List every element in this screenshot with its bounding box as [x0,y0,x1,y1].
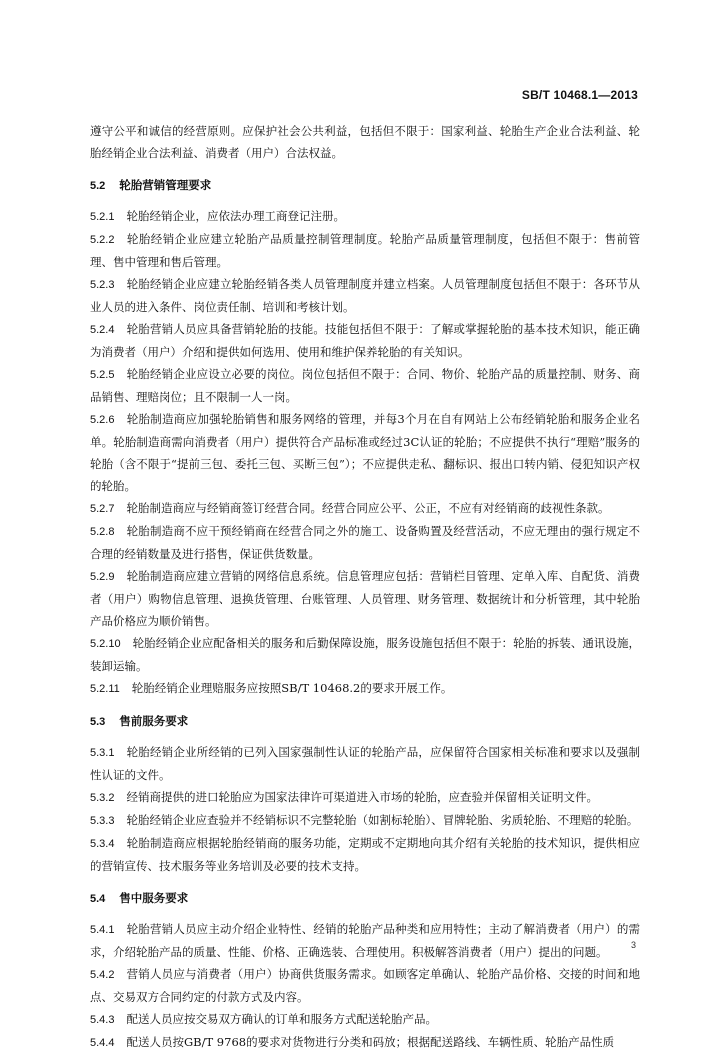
clause-text: 轮胎经销企业应查验并不经销标识不完整轮胎（如割标轮胎）、冒牌轮胎、劣质轮胎、不理赔的轮胎。 [126,813,639,827]
clause-number: 5.2.2 [90,234,115,246]
section-title: 售中服务要求 [119,891,189,905]
clause-text: 轮胎制造商应与经销商签订经营合同。经营合同应公平、公正，不应有对经销商的歧视性条款。 [126,501,610,515]
clause-number: 5.2.10 [90,638,121,650]
section-heading [90,174,640,197]
clause-paragraph [90,1008,640,1031]
clause-paragraph [90,363,640,408]
clause-number: 5.4.1 [90,924,115,936]
clause-number: 5.2.6 [90,414,115,426]
clause-paragraph [90,520,640,565]
section-title: 售前服务要求 [119,714,189,728]
clause-number: 5.3.3 [90,815,115,827]
clause-text: 经销商提供的进口轮胎应为国家法律许可渠道进入市场的轮胎，应查验并保留相关证明文件。 [126,790,598,804]
clause-paragraph [90,741,640,786]
clause-text: 轮胎制造商应加强轮胎销售和服务网络的管理，并每3个月在自有网站上公布经销轮胎和服务企业名单。轮胎制造商需向消费者（用户）提供符合产品标准或经过3C认证的轮胎；不应提供不执行“理赔”服务的轮胎（含不限于“提前三包、委托三包、买断三包”）；不应提供走私、翻标识、报出口转内销、侵犯知识产权的轮胎。 [90,412,640,493]
clause-number: 5.2.7 [90,503,115,515]
clause-text: 轮胎营销人员应主动介绍企业特性、经销的轮胎产品种类和应用特性；主动了解消费者（用户）的需求，介绍轮胎产品的质量、性能、价格、正确选装、合理使用。积极解答消费者（用户）提出的问题。 [90,922,640,959]
section-heading [90,710,640,733]
clause-number: 5.3.1 [90,747,115,759]
clause-number: 5.3.2 [90,792,115,804]
clause-number: 5.4.2 [90,969,115,981]
clause-paragraph [90,1031,640,1054]
clause-text: 轮胎经销企业应建立轮胎经销各类人员管理制度并建立档案。人员管理制度包括但不限于：各环节从业人员的进入条件、岗位责任制、培训和考核计划。 [90,277,640,314]
clause-number: 5.4.3 [90,1014,115,1026]
clause-text: 轮胎经销企业应建立轮胎产品质量控制管理制度。轮胎产品质量管理制度，包括但不限于：售前管理、售中管理和售后管理。 [90,232,640,269]
section-number: 5.2 [90,180,106,192]
clause-number: 5.2.5 [90,369,115,381]
clause-text: 配送人员按GB/T 9768的要求对货物进行分类和码放；根据配送路线、车辆性质、轮胎产品性质 [126,1035,615,1049]
clause-paragraph [90,677,640,700]
standard-code: SB/T 10468.1—2013 [521,88,638,102]
clause-text: 轮胎经销企业应设立必要的岗位。岗位包括但不限于：合同、物价、轮胎产品的质量控制、财务、商品销售、理赔岗位；且不限制一人一岗。 [90,367,640,404]
page-number: 3 [630,940,636,950]
section-number: 5.4 [90,893,106,905]
clause-text: 轮胎经销企业应配备相关的服务和后勤保障设施，服务设施包括但不限于：轮胎的拆装、通讯设施，装卸运输。 [90,636,640,673]
clause-text: 轮胎经销企业所经销的已列入国家强制性认证的轮胎产品，应保留符合国家相关标准和要求以及强制性认证的文件。 [90,745,640,782]
clause-paragraph [90,809,640,832]
clause-text: 营销人员应与消费者（用户）协商供货服务需求。如顾客定单确认、轮胎产品价格、交接的时间和地点、交易双方合同约定的付款方式及内容。 [90,967,640,1004]
clause-text: 配送人员应按交易双方确认的订单和服务方式配送轮胎产品。 [126,1012,437,1026]
clause-number: 5.2.3 [90,279,115,291]
clause-text: 轮胎营销人员应具备营销轮胎的技能。技能包括但不限于：了解或掌握轮胎的基本技术知识，能正确为消费者（用户）介绍和提供如何选用、使用和维护保养轮胎的有关知识。 [90,322,640,359]
clause-paragraph [90,205,640,228]
clause-paragraph [90,228,640,273]
clause-paragraph [90,318,640,363]
clause-text: 轮胎制造商应建立营销的网络信息系统。信息管理应包括：营销栏目管理、定单入库、自配货、消费者（用户）购物信息管理、退换货管理、台账管理、人员管理、财务管理、数据统计和分析管理，其中轮胎产品价格应为顺价销售。 [90,569,640,628]
section-title: 轮胎营销管理要求 [119,178,212,192]
clause-paragraph [90,832,640,877]
clause-text: 轮胎经销企业理赔服务应按照SB/T 10468.2的要求开展工作。 [131,681,453,695]
clause-paragraph [90,273,640,318]
clause-paragraph [90,632,640,677]
clause-number: 5.2.8 [90,526,115,538]
clause-number: 5.4.4 [90,1037,115,1049]
clause-paragraph [90,918,640,963]
clause-number: 5.3.4 [90,838,115,850]
sections-container [90,174,640,1054]
clause-paragraph [90,565,640,632]
clause-paragraph [90,786,640,809]
clause-text: 轮胎制造商不应干预经销商在经营合同之外的施工、设备购置及经营活动，不应无理由的强行规定不合理的经销数量及进行搭售，保证供货数量。 [90,524,640,561]
clause-text: 轮胎经销企业，应依法办理工商登记注册。 [126,209,345,223]
section-heading [90,887,640,910]
continuation-paragraph: 遵守公平和诚信的经营原则。应保护社会公共利益，包括但不限于：国家利益、轮胎生产企业合法利益、轮胎经销企业合法利益、消费者（用户）合法权益。 [90,124,640,160]
clause-paragraph [90,963,640,1008]
document-body [90,120,640,1054]
clause-number: 5.2.11 [90,683,120,695]
clause-number: 5.2.4 [90,324,115,336]
clause-text: 轮胎制造商应根据轮胎经销商的服务功能，定期或不定期地向其介绍有关轮胎的技术知识，提供相应的营销宣传、技术服务等业务培训及必要的技术支持。 [90,836,640,873]
clause-number: 5.2.1 [90,211,115,223]
clause-paragraph [90,408,640,497]
clause-paragraph [90,497,640,520]
section-number: 5.3 [90,716,106,728]
clause-number: 5.2.9 [90,571,115,583]
